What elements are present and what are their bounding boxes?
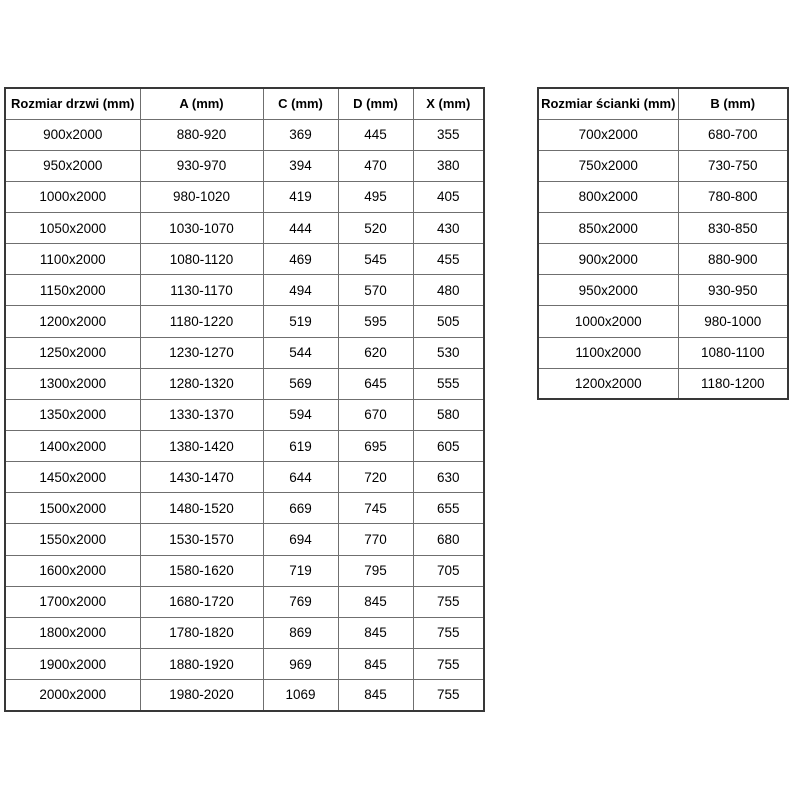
table-cell: 1150x2000 — [5, 275, 140, 306]
table-cell: 695 — [338, 431, 413, 462]
table-cell: 880-900 — [678, 244, 788, 275]
table-cell: 1130-1170 — [140, 275, 263, 306]
table-cell: 1080-1100 — [678, 337, 788, 368]
table-cell: 930-970 — [140, 150, 263, 181]
table-cell: 580 — [413, 399, 484, 430]
table-cell: 1180-1200 — [678, 368, 788, 399]
table-cell: 680 — [413, 524, 484, 555]
table-cell: 950x2000 — [538, 275, 678, 306]
table-cell: 419 — [263, 181, 338, 212]
table-cell: 1230-1270 — [140, 337, 263, 368]
table-cell: 980-1020 — [140, 181, 263, 212]
table-row — [5, 493, 484, 524]
table-cell: 745 — [338, 493, 413, 524]
table-row — [5, 431, 484, 462]
door-header-d: D (mm) — [338, 88, 413, 119]
table-cell: 595 — [338, 306, 413, 337]
table-cell: 969 — [263, 649, 338, 680]
table-cell: 1300x2000 — [5, 368, 140, 399]
table-cell: 780-800 — [678, 181, 788, 212]
table-cell: 845 — [338, 617, 413, 648]
table-cell: 719 — [263, 555, 338, 586]
table-cell: 1500x2000 — [5, 493, 140, 524]
table-cell: 1000x2000 — [5, 181, 140, 212]
table-cell: 605 — [413, 431, 484, 462]
table-cell: 520 — [338, 213, 413, 244]
wall-header-rozmiar-scianki: Rozmiar ścianki (mm) — [538, 88, 678, 119]
table-cell: 680-700 — [678, 119, 788, 150]
table-cell: 830-850 — [678, 213, 788, 244]
table-cell: 800x2000 — [538, 181, 678, 212]
table-cell: 1250x2000 — [5, 337, 140, 368]
table-cell: 900x2000 — [538, 244, 678, 275]
door-sizes-table — [4, 87, 485, 712]
table-cell: 845 — [338, 649, 413, 680]
table-cell: 845 — [338, 680, 413, 711]
door-table-header-row — [5, 88, 484, 119]
table-cell: 669 — [263, 493, 338, 524]
table-cell: 655 — [413, 493, 484, 524]
table-row — [5, 181, 484, 212]
table-cell: 470 — [338, 150, 413, 181]
table-row — [538, 368, 788, 399]
table-cell: 845 — [338, 586, 413, 617]
table-cell: 1880-1920 — [140, 649, 263, 680]
table-cell: 1200x2000 — [5, 306, 140, 337]
table-cell: 1000x2000 — [538, 306, 678, 337]
table-cell: 1480-1520 — [140, 493, 263, 524]
table-row — [538, 337, 788, 368]
wall-header-b: B (mm) — [678, 88, 788, 119]
table-cell: 869 — [263, 617, 338, 648]
table-cell: 619 — [263, 431, 338, 462]
table-cell: 770 — [338, 524, 413, 555]
table-cell: 1330-1370 — [140, 399, 263, 430]
table-cell: 594 — [263, 399, 338, 430]
table-cell: 720 — [338, 462, 413, 493]
table-cell: 480 — [413, 275, 484, 306]
table-cell: 1400x2000 — [5, 431, 140, 462]
table-cell: 1069 — [263, 680, 338, 711]
table-cell: 620 — [338, 337, 413, 368]
table-cell: 755 — [413, 649, 484, 680]
table-row — [538, 244, 788, 275]
table-row — [5, 555, 484, 586]
table-cell: 705 — [413, 555, 484, 586]
table-cell: 1550x2000 — [5, 524, 140, 555]
table-cell: 700x2000 — [538, 119, 678, 150]
wall-table-body — [538, 119, 788, 399]
table-cell: 645 — [338, 368, 413, 399]
table-cell: 495 — [338, 181, 413, 212]
table-cell: 505 — [413, 306, 484, 337]
table-row — [5, 275, 484, 306]
table-cell: 1800x2000 — [5, 617, 140, 648]
table-cell: 469 — [263, 244, 338, 275]
table-row — [5, 617, 484, 648]
table-row — [5, 337, 484, 368]
table-row — [538, 213, 788, 244]
table-cell: 444 — [263, 213, 338, 244]
table-cell: 455 — [413, 244, 484, 275]
table-cell: 1080-1120 — [140, 244, 263, 275]
table-cell: 755 — [413, 680, 484, 711]
table-cell: 730-750 — [678, 150, 788, 181]
table-cell: 494 — [263, 275, 338, 306]
table-cell: 930-950 — [678, 275, 788, 306]
door-header-c: C (mm) — [263, 88, 338, 119]
table-cell: 1530-1570 — [140, 524, 263, 555]
table-cell: 1100x2000 — [5, 244, 140, 275]
table-row — [5, 680, 484, 711]
table-cell: 394 — [263, 150, 338, 181]
table-cell: 1680-1720 — [140, 586, 263, 617]
table-row — [5, 306, 484, 337]
table-cell: 570 — [338, 275, 413, 306]
table-cell: 530 — [413, 337, 484, 368]
table-cell: 1600x2000 — [5, 555, 140, 586]
table-row — [538, 181, 788, 212]
table-cell: 795 — [338, 555, 413, 586]
door-header-x: X (mm) — [413, 88, 484, 119]
door-table-body — [5, 119, 484, 711]
table-cell: 850x2000 — [538, 213, 678, 244]
table-cell: 519 — [263, 306, 338, 337]
table-cell: 1350x2000 — [5, 399, 140, 430]
table-cell: 1430-1470 — [140, 462, 263, 493]
door-header-rozmiar-drzwi: Rozmiar drzwi (mm) — [5, 88, 140, 119]
table-row — [5, 150, 484, 181]
table-row — [5, 244, 484, 275]
table-cell: 1450x2000 — [5, 462, 140, 493]
table-cell: 950x2000 — [5, 150, 140, 181]
table-cell: 900x2000 — [5, 119, 140, 150]
table-row — [5, 119, 484, 150]
table-cell: 544 — [263, 337, 338, 368]
table-row — [538, 119, 788, 150]
table-row — [538, 150, 788, 181]
table-row — [5, 524, 484, 555]
door-header-a: A (mm) — [140, 88, 263, 119]
table-cell: 569 — [263, 368, 338, 399]
wall-table-header-row — [538, 88, 788, 119]
table-row — [5, 368, 484, 399]
table-cell: 1180-1220 — [140, 306, 263, 337]
table-cell: 694 — [263, 524, 338, 555]
table-cell: 630 — [413, 462, 484, 493]
table-cell: 980-1000 — [678, 306, 788, 337]
table-cell: 750x2000 — [538, 150, 678, 181]
table-row — [5, 586, 484, 617]
table-cell: 355 — [413, 119, 484, 150]
table-cell: 1380-1420 — [140, 431, 263, 462]
table-row — [5, 649, 484, 680]
table-row — [538, 275, 788, 306]
table-cell: 1030-1070 — [140, 213, 263, 244]
table-cell: 1200x2000 — [538, 368, 678, 399]
table-row — [5, 399, 484, 430]
table-row — [5, 213, 484, 244]
table-cell: 755 — [413, 586, 484, 617]
table-cell: 445 — [338, 119, 413, 150]
table-cell: 670 — [338, 399, 413, 430]
table-cell: 1700x2000 — [5, 586, 140, 617]
table-cell: 380 — [413, 150, 484, 181]
table-cell: 755 — [413, 617, 484, 648]
table-cell: 555 — [413, 368, 484, 399]
table-row — [5, 462, 484, 493]
wall-sizes-table — [537, 87, 789, 400]
table-cell: 1780-1820 — [140, 617, 263, 648]
table-cell: 1580-1620 — [140, 555, 263, 586]
table-cell: 1980-2020 — [140, 680, 263, 711]
table-cell: 1900x2000 — [5, 649, 140, 680]
table-cell: 405 — [413, 181, 484, 212]
table-cell: 769 — [263, 586, 338, 617]
table-cell: 880-920 — [140, 119, 263, 150]
table-cell: 545 — [338, 244, 413, 275]
table-row — [538, 306, 788, 337]
table-cell: 369 — [263, 119, 338, 150]
table-cell: 1280-1320 — [140, 368, 263, 399]
table-cell: 644 — [263, 462, 338, 493]
table-cell: 1100x2000 — [538, 337, 678, 368]
table-cell: 1050x2000 — [5, 213, 140, 244]
table-cell: 430 — [413, 213, 484, 244]
table-cell: 2000x2000 — [5, 680, 140, 711]
